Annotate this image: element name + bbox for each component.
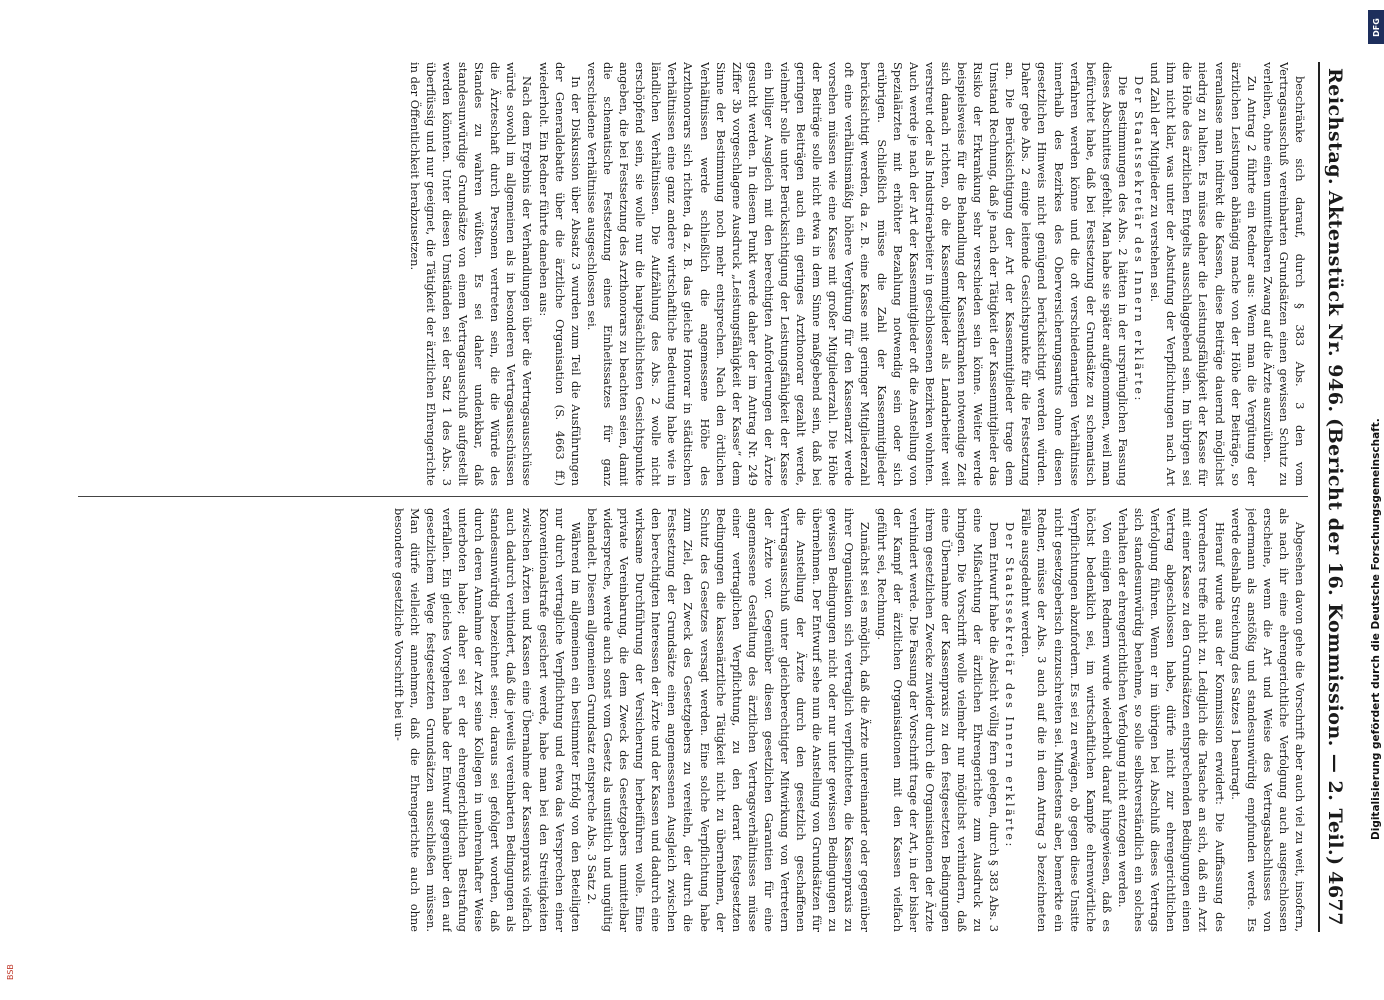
paragraph: Der Staatssekretär des Innern erklärte: xyxy=(1132,76,1147,403)
paragraph: Dem Entwurf habe die Absicht völlig fern gelegen, durch § 383 Abs. 3 eine Mißachtung der ärztlichen Ehrengerichte zum Ausdruck zu bringen. Die Vorschrift wolle vielmehr nur möglichst verhindern, daß eine Übernahme der Kassenpraxis zu den festgesetzten Bedingungen ihrem gesetzlichen Zwecke zuwider durch die Organisationen der Ärzte verhindert werde. Die Fassung der Vorschrift trage der Art, in der bisher der Kampf der ärztlichen Organisationen mit den Kassen vielfach geführt sei, Rechnung. xyxy=(874,508,1002,932)
paragraph: In der Diskussion über Absatz 3 wurden zum Teil die Ausführungen der Generaldebatte über die ärztliche Organisation (S. 4663 ff.) wiederholt. Ein Redner führte daneben aus: xyxy=(536,62,583,486)
header-report-title: (Bericht der 16. Kommission. — 2. Teil.) xyxy=(1324,418,1346,866)
column-divider xyxy=(78,496,1308,497)
page-number: 4677 xyxy=(1324,871,1346,926)
running-head xyxy=(1318,62,1354,932)
paragraph: Von einigen Rednern wurde wiederholt darauf hingewiesen, daß es höchst bedenklich sei, im wirtschaftlichen Kampfe ehrenwörtliche Verpflichtungen abzufordern. Es sei zu erwägen, ob gegen diese Unsitte nicht gesetzgeberisch einzuschreiten sei. Mindestens aber, bemerkte ein Redner, müsse der Abs. 3 auch auf die in dem Antrag 3 bezeichneten Fälle ausgedehnt werden. xyxy=(1019,508,1114,932)
paragraph: Abgesehen davon gehe die Vorschrift aber auch viel zu weit, insofern, als nach ihr eine ehrengerichtliche Verfolgung auch ausgeschlossen erscheine, wenn die Art und Weise des Vertragsabschlusses von jedermann als anstößig und standesunwürdig empfunden werde. Es werde deshalb Streichung des Satzes 1 beantragt. xyxy=(1228,508,1307,932)
rotated-newspaper-page xyxy=(54,62,1354,932)
paragraph: Nach dem Ergebnis der Verhandlungen über die Vertragsausschüsse würde sowohl im allgemeinen als in besonderen Vertragsausschüssen die Ärzteschaft durch Personen vertreten sein, die die Würde des Standes zu wahren wüßten. Es sei daher undenkbar, daß standesunwürdige Grundsätze von einem Vertragsausschuß aufgestellt werden könnten. Unter diesen Umständen sei der Satz 1 des Abs. 3 überflüssig und nur geeignet, die Tätigkeit der ärztlichen Ehrengerichte in der Öffentlichkeit herabzusetzen. xyxy=(407,62,535,486)
paragraph: Die Bestimmungen des Abs. 2 hätten in der ursprünglichen Fassung dieses Abschnittes gefehlt. Man habe sie später aufgenommen, weil man befürchtet habe, daß bei Festsetzung der Grundsätze zu schematisch verfahren werden könne und die oft verschiedenartigen Verhältnisse innerhalb des Bezirkes des Oberversicherungsamts ohne diesen gesetzlichen Hinweis nicht genügend berücksichtigt werden würden. Daher gebe Abs. 2 einige leitende Gesichtspunkte für die Festsetzung an. Die Berücksichtigung der Art der Kassenmitglieder trage dem Umstand Rechnung, daß je nach der Tätigkeit der Kassenmitglieder das Risiko der Erkrankung sehr verschieden sein könne. Weiter werde beispielsweise für die Behandlung der Kassenkranken notwendige Zeit sich danach richten, ob die Kassenmitglieder als Landarbeiter weit verstreut oder als Industriearbeiter in geschlossenen Bezirken wohnten. Auch werde je nach der Art der Kassenmitglieder oft die Anstellung von Spezialärzten mit erhöhter Bezahlung notwendig sein oder sich erübrigen. Schließlich müsse die Zahl der Kassenmitglieder berücksichtigt werden, da z. B. eine Kasse mit geringer Mitgliederzahl oft eine verhältnismäßig höhere Vergütung für den Kassenarzt werde vorsehen müssen wie eine Kasse mit großer Mitgliederzahl. Die Höhe der Beiträge solle nicht etwa in dem Sinne maßgebend sein, daß bei geringen Beiträgen auch ein geringes Arzthonorar gezahlt werde, vielmehr solle unter Berücksichtigung der Leistungsfähigkeit der Kasse ein billiger Ausgleich mit den berechtigten Anforderungen der Ärzte gesucht werden. In diesem Punkt werde daher der im Antrag Nr. 249 Ziffer 3b vorgeschlagene Ausdruck „Leistungsfähigkeit der Kasse“ dem Sinne der Bestimmung noch mehr entsprechen. Nach den örtlichen Verhältnissen werde schließlich die angemessene Höhe des Arzthonorars sich richten, da z. B. das gleiche Honorar in städtischen Verhältnissen eine ganz andere wirtschaftliche Bedeutung habe wie in ländlichen Verhältnissen. Die Aufzählung des Abs. 2 wolle nicht erschöpfend sein, sie wolle nur die hauptsächlichsten Gesichtspunkte angeben, die bei Festsetzung des Arzthonorars zu beachten seien, damit die schematische Festsetzung eines Einheitssatzes für ganz verschiedene Verhältnisse ausgeschlossen sei. xyxy=(584,62,1130,486)
paragraph: Während im allgemeinen ein bestimmter Erfolg von den Beteiligten nur durch vertragliche Verpflichtung und etwa das Versprechen einer Konventionalstrafe gesichert werde, habe man bei den Streitigkeiten zwischen Ärzten und Kassen eine Übernahme der Kassenpraxis vielfach auch dadurch verhindert, daß die jeweils vereinbarten Bedingungen als standesunwürdig bezeichnet seien; daraus sei gefolgert worden, daß durch deren Annahme der Arzt seine Kollegen in unehrenhafter Weise unterboten habe; daher sei er der ehrengerichtlichen Bestrafung verfallen. Ein gleiches Vorgehen habe der Entwurf gegenüber den auf gesetzlichem Wege festgesetzten Grundsätzen ausschließen müssen. Man dürfe vielleicht annehmen, daß die Ehrengerichte auch ohne besondere gesetzliche Vorschrift bei un- xyxy=(391,508,583,932)
dfg-logo: DFG xyxy=(1368,10,1384,44)
right-column xyxy=(78,508,1308,932)
text-columns xyxy=(78,62,1308,932)
paragraph: Zu Antrag 2 führte ein Redner aus: Wenn man die Vergütung der ärztlichen Leistungen abhängig mache von der Höhe der Beiträge, so veranlasse man indirekt die Kassen, diese Beiträge dauernd möglichst niedrig zu halten. Es müsse daher die Leistungsfähigkeit der Kasse für die Höhe des ärztlichen Entgelts ausschlaggebend sein. Im übrigen sei ihm nicht klar, was unter der Abstufung der Verpflichtungen nach Art und Zahl der Mitglieder zu verstehen sei. xyxy=(1148,62,1259,486)
paragraph: beschränke sich darauf, durch § 383 Abs. 3 den vom Vertragsausschuß vereinbarten Grundsätzen einen gewissen Schutz zu verleihen, ohne einen unmittelbaren Zwang auf die Ärzte auszuüben. xyxy=(1260,62,1307,486)
header-reichstag: Reichstag. xyxy=(1324,68,1346,186)
paragraph: Der Staatssekretär des Innern erklärte: xyxy=(1003,522,1018,849)
paragraph: Zunächst sei es möglich, daß die Ärzte untereinander oder gegenüber ihrer Organisation sich vertraglich verpflichteten, die Kassenpraxis zu gewissen Bedingungen nicht oder nur unter gewissen Bedingungen zu übernehmen. Der Entwurf sehe nun die Anstellung von Grundsätzen für die Anstellung der Ärzte durch den gesetzlich geschaffenen Vertragsausschuß unter gleichberechtigter Mitwirkung von Vertretern der Ärzte vor. Gegenüber diesen gesetzlichen Garantien für eine angemessene Gestaltung des ärztlichen Vertragsverhältnisses müsse einer vertraglichen Verpflichtung, zu den derart festgesetzten Bedingungen die kassenärztliche Tätigkeit nicht zu übernehmen, der Schutz des Gesetzes versagt werden. Eine solche Verpflichtung habe zum Ziel, den Zweck des Gesetzgebers zu vereiteln, der durch die Festsetzung der Grundsätze einen angemessenen Ausgleich zwischen den berechtigten Interessen der Ärzte und der Kassen und dadurch eine wirksame Durchführung der Versicherung herbeiführen wolle. Eine private Vereinbarung, die dem Zweck des Gesetzgebers unmittelbar widerspreche, werde auch sonst vom Gesetz als unsittlich und ungültig behandelt. Diesem allgemeinen Grundsatz entspreche Abs. 3 Satz 2. xyxy=(584,508,873,932)
header-document-number: Aktenstück Nr. 946. xyxy=(1324,190,1346,413)
library-mark: BSB xyxy=(6,964,15,980)
paragraph: Hierauf wurde aus der Kommission erwidert: Die Auffassung des Vorredners treffe nicht zu. Lediglich die Tatsache an sich, daß ein Arzt mit einer Kasse zu den Grundsätzen entsprechenden Bedingungen einen Vertrag abgeschlossen habe, dürfe nicht zur ehrengerichtlichen Verfolgung führen. Wenn er im übrigen bei Abschluß dieses Vertrags sich standesunwürdig benehme, so solle selbstverständlich ein solches Verhalten der ehrengerichtlichen Verfolgung nicht entzogen werden. xyxy=(1115,508,1227,932)
digitization-credit: Digitalisierung gefördert durch die Deutsche Forschungsgemeinschaft. xyxy=(1370,418,1382,840)
left-column xyxy=(78,62,1308,486)
